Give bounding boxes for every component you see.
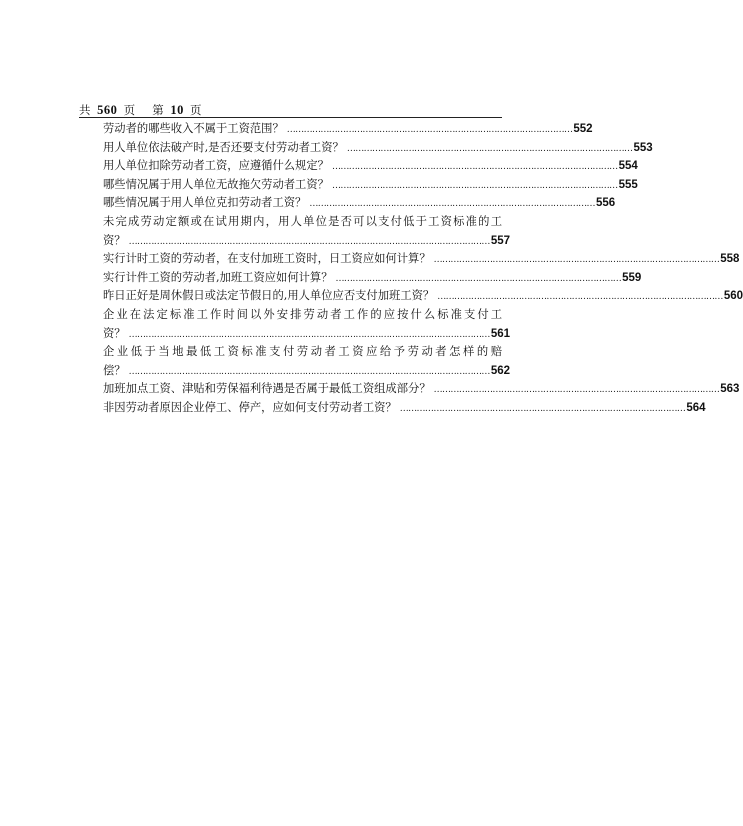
total-pages: 560: [97, 103, 118, 117]
toc-entry-title: 加班加点工资、津贴和劳保福利待遇是否属于最低工资组成部分？: [103, 382, 431, 396]
toc-entry[interactable]: [103, 194, 616, 213]
table-of-contents: [103, 120, 743, 418]
dot-leader: …………………………………………………………………………………………: [335, 273, 622, 284]
toc-entry-title: 实行计件工资的劳动者,加班工资应如何计算？: [103, 270, 333, 284]
dot-leader: …………………………………………………………………………………………: [331, 180, 618, 191]
toc-entry-title: 哪些情况属于用人单位克扣劳动者工资？: [103, 196, 307, 210]
toc-entry-first-line[interactable]: [103, 343, 502, 362]
toc-entry[interactable]: [103, 139, 653, 158]
current-suffix: 页: [190, 103, 202, 117]
dot-leader: …………………………………………………………………………………………: [399, 403, 686, 414]
toc-entry-title: 未完成劳动定额或在试用期内，用人单位是否可以支付低于工资标准的工: [103, 214, 502, 228]
toc-entry[interactable]: [103, 287, 743, 306]
toc-entry-title: 用人单位依法破产时,是否还要支付劳动者工资？: [103, 140, 344, 154]
toc-entry-page: 562: [490, 364, 510, 377]
toc-entry-second-line[interactable]: [103, 325, 510, 344]
toc-entry-first-line[interactable]: [103, 306, 502, 325]
toc-entry-page: 560: [723, 290, 743, 303]
toc-entry[interactable]: [103, 157, 638, 176]
header-divider: [79, 117, 502, 118]
toc-entry-title-continued: 资？: [103, 233, 126, 247]
toc-entry-title-continued: 偿？: [103, 363, 126, 377]
toc-entry-page: 559: [622, 271, 642, 284]
toc-entry-title: 企业在法定标准工作时间以外安排劳动者工作的应按什么标准支付工: [103, 307, 502, 321]
toc-entry[interactable]: [103, 120, 593, 139]
toc-entry[interactable]: [103, 380, 740, 399]
toc-entry-title: 用人单位扣除劳动者工资，应遵循什么规定？: [103, 159, 329, 173]
dot-leader: …………………………………………………………………………………………: [309, 199, 595, 210]
toc-entry[interactable]: [103, 399, 706, 418]
dot-leader: …………………………………………………………………………………………: [346, 143, 633, 154]
page-header: [79, 103, 202, 117]
toc-entry-page: 556: [595, 197, 616, 210]
toc-entry-page: 553: [633, 141, 653, 154]
dot-leader: …………………………………………………………………………………………………………………: [128, 366, 490, 377]
toc-entry-page: 554: [618, 160, 638, 173]
dot-leader: …………………………………………………………………………………………: [437, 292, 723, 303]
total-suffix: 页: [123, 103, 136, 117]
toc-entry-title: 企业低于当地最低工资标准支付劳动者工资应给予劳动者怎样的赔: [103, 345, 502, 359]
dot-leader: …………………………………………………………………………………………: [286, 125, 573, 135]
dot-leader: …………………………………………………………………………………………………………………: [128, 329, 490, 340]
dot-leader: …………………………………………………………………………………………: [433, 385, 720, 396]
current-prefix: 第: [152, 103, 165, 117]
toc-entry-title: 实行计时工资的劳动者，在支付加班工资时，日工资应如何计算？: [103, 252, 431, 266]
toc-entry-second-line[interactable]: [103, 362, 510, 381]
dot-leader: …………………………………………………………………………………………: [433, 255, 720, 266]
toc-entry-title-continued: 资？: [103, 326, 126, 340]
total-prefix: 共: [79, 103, 91, 117]
toc-entry[interactable]: [103, 250, 740, 269]
toc-entry-page: 563: [720, 383, 740, 396]
current-page: 10: [170, 103, 184, 117]
toc-entry-second-line[interactable]: [103, 232, 510, 251]
toc-entry-first-line[interactable]: [103, 213, 502, 232]
toc-entry-title: 非因劳动者原因企业停工、停产，应如何支付劳动者工资？: [103, 400, 397, 414]
toc-entry-title: 昨日正好是周休假日或法定节假日的,用人单位应否支付加班工资？: [103, 289, 435, 303]
toc-entry-page: 552: [573, 123, 593, 135]
toc-entry-page: 555: [618, 178, 638, 191]
toc-entry-title: 哪些情况属于用人单位无故拖欠劳动者工资？: [103, 177, 329, 191]
toc-entry-page: 564: [686, 401, 706, 414]
toc-entry[interactable]: [103, 269, 642, 288]
toc-entry-title: 劳动者的哪些收入不属于工资范围？: [103, 122, 284, 135]
dot-leader: …………………………………………………………………………………………: [331, 162, 618, 173]
dot-leader: …………………………………………………………………………………………………………………: [128, 236, 490, 247]
toc-entry-page: 557: [490, 234, 510, 247]
toc-entry-page: 558: [720, 253, 740, 266]
toc-entry[interactable]: [103, 176, 638, 195]
toc-entry-page: 561: [490, 327, 510, 340]
